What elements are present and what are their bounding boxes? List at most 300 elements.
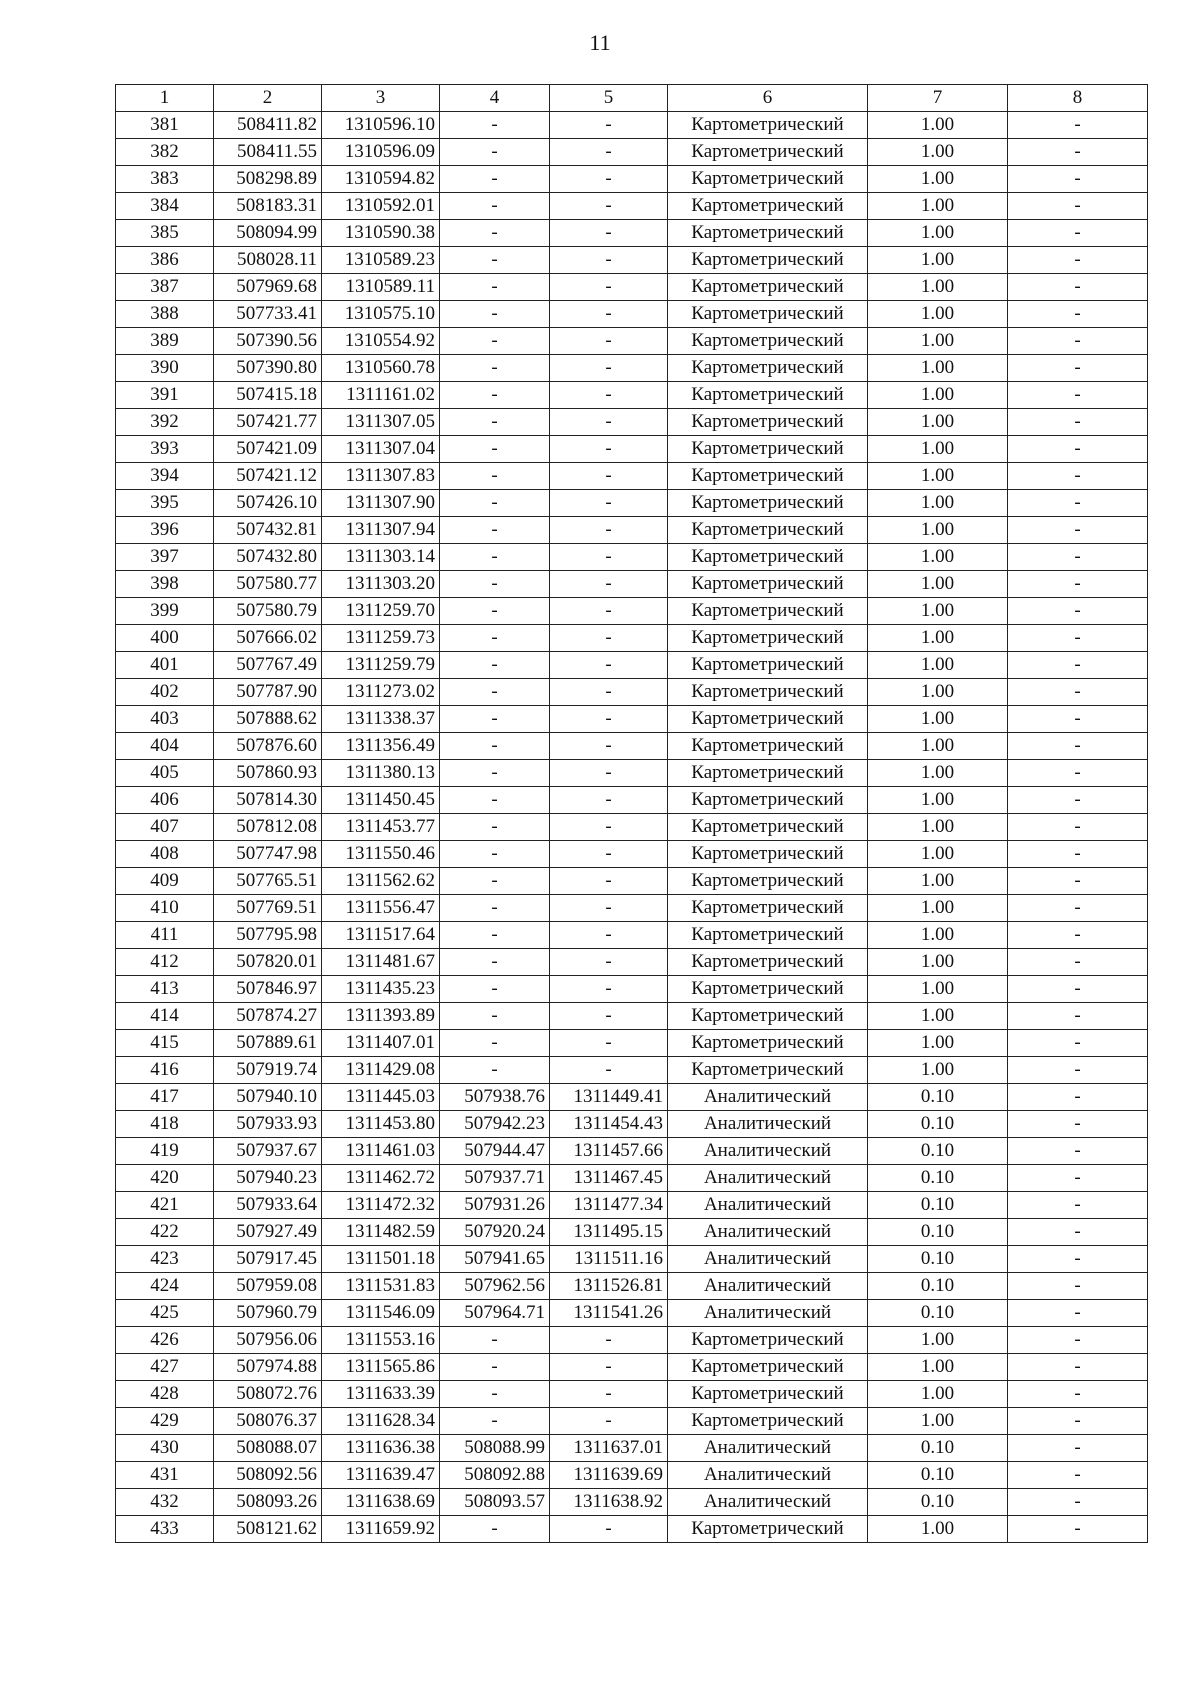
table-row — [116, 1111, 1148, 1138]
table-cell-col-3: 1311259.73 — [322, 625, 440, 652]
table-cell-col-3: 1311481.67 — [322, 949, 440, 976]
table-cell-col-5: - — [550, 1408, 668, 1435]
table-row — [116, 274, 1148, 301]
table-cell-col-5: 1311454.43 — [550, 1111, 668, 1138]
table-row — [116, 544, 1148, 571]
table-cell-col-1: 405 — [116, 760, 214, 787]
page-number: 11 — [589, 30, 611, 55]
table-cell-col-6: Картометрический — [668, 517, 868, 544]
table-cell-col-7: 1.00 — [868, 1381, 1008, 1408]
table-cell-col-4: - — [440, 436, 550, 463]
table-cell-col-1: 417 — [116, 1084, 214, 1111]
table-row — [116, 382, 1148, 409]
table-cell-col-5: - — [550, 949, 668, 976]
table-cell-col-4: - — [440, 976, 550, 1003]
table-row — [116, 679, 1148, 706]
table-cell-col-2: 507974.88 — [214, 1354, 322, 1381]
table-cell-col-2: 507969.68 — [214, 274, 322, 301]
table-row — [116, 598, 1148, 625]
table-cell-col-6: Картометрический — [668, 139, 868, 166]
table-cell-col-1: 423 — [116, 1246, 214, 1273]
table-cell-col-8: - — [1008, 436, 1148, 463]
table-cell-col-2: 507733.41 — [214, 301, 322, 328]
table-cell-col-6: Аналитический — [668, 1192, 868, 1219]
table-cell-col-4: - — [440, 463, 550, 490]
table-cell-col-4: - — [440, 571, 550, 598]
table-cell-col-8: - — [1008, 1408, 1148, 1435]
column-header-7: 7 — [868, 85, 1008, 112]
table-cell-col-2: 507432.80 — [214, 544, 322, 571]
table-cell-col-7: 0.10 — [868, 1219, 1008, 1246]
table-cell-col-8: - — [1008, 949, 1148, 976]
table-cell-col-3: 1311461.03 — [322, 1138, 440, 1165]
table-cell-col-3: 1311453.77 — [322, 814, 440, 841]
table-cell-col-1: 397 — [116, 544, 214, 571]
table-cell-col-3: 1311462.72 — [322, 1165, 440, 1192]
table-cell-col-7: 1.00 — [868, 328, 1008, 355]
table-cell-col-2: 507876.60 — [214, 733, 322, 760]
table-cell-col-7: 0.10 — [868, 1084, 1008, 1111]
table-cell-col-7: 1.00 — [868, 598, 1008, 625]
table-cell-col-3: 1311445.03 — [322, 1084, 440, 1111]
table-cell-col-3: 1310589.23 — [322, 247, 440, 274]
table-cell-col-8: - — [1008, 490, 1148, 517]
table-cell-col-7: 1.00 — [868, 112, 1008, 139]
table-row — [116, 139, 1148, 166]
table-cell-col-2: 508092.56 — [214, 1462, 322, 1489]
table-cell-col-1: 382 — [116, 139, 214, 166]
table-cell-col-2: 508411.55 — [214, 139, 322, 166]
table-row — [116, 220, 1148, 247]
table-cell-col-2: 507919.74 — [214, 1057, 322, 1084]
table-cell-col-3: 1311307.90 — [322, 490, 440, 517]
table-cell-col-7: 1.00 — [868, 949, 1008, 976]
table-cell-col-2: 507666.02 — [214, 625, 322, 652]
table-cell-col-7: 0.10 — [868, 1300, 1008, 1327]
table-cell-col-6: Картометрический — [668, 1354, 868, 1381]
table-cell-col-8: - — [1008, 706, 1148, 733]
table-cell-col-7: 0.10 — [868, 1462, 1008, 1489]
table-cell-col-3: 1311429.08 — [322, 1057, 440, 1084]
table-cell-col-8: - — [1008, 1111, 1148, 1138]
table-row — [116, 409, 1148, 436]
table-cell-col-7: 1.00 — [868, 706, 1008, 733]
table-row — [116, 517, 1148, 544]
table-cell-col-2: 507960.79 — [214, 1300, 322, 1327]
table-cell-col-4: - — [440, 922, 550, 949]
table-cell-col-6: Картометрический — [668, 814, 868, 841]
table-cell-col-2: 507580.77 — [214, 571, 322, 598]
table-cell-col-1: 425 — [116, 1300, 214, 1327]
table-cell-col-6: Картометрический — [668, 355, 868, 382]
table-row — [116, 760, 1148, 787]
table-row — [116, 490, 1148, 517]
table-cell-col-3: 1311303.20 — [322, 571, 440, 598]
table-cell-col-1: 408 — [116, 841, 214, 868]
table-row — [116, 1354, 1148, 1381]
table-cell-col-2: 507426.10 — [214, 490, 322, 517]
table-cell-col-5: - — [550, 679, 668, 706]
table-cell-col-1: 421 — [116, 1192, 214, 1219]
table-cell-col-5: - — [550, 1057, 668, 1084]
table-cell-col-7: 1.00 — [868, 787, 1008, 814]
table-cell-col-5: - — [550, 112, 668, 139]
table-cell-col-2: 507846.97 — [214, 976, 322, 1003]
table-cell-col-4: - — [440, 598, 550, 625]
table-cell-col-5: - — [550, 436, 668, 463]
table-cell-col-7: 1.00 — [868, 139, 1008, 166]
table-cell-col-7: 1.00 — [868, 382, 1008, 409]
table-cell-col-1: 418 — [116, 1111, 214, 1138]
table-cell-col-1: 409 — [116, 868, 214, 895]
table-cell-col-8: - — [1008, 1489, 1148, 1516]
table-row — [116, 1273, 1148, 1300]
table-cell-col-6: Картометрический — [668, 733, 868, 760]
table-cell-col-4: 508092.88 — [440, 1462, 550, 1489]
table-cell-col-1: 431 — [116, 1462, 214, 1489]
table-cell-col-5: - — [550, 139, 668, 166]
table-cell-col-1: 399 — [116, 598, 214, 625]
table-row — [116, 1300, 1148, 1327]
table-cell-col-5: - — [550, 1030, 668, 1057]
table-cell-col-3: 1311380.13 — [322, 760, 440, 787]
table-cell-col-3: 1311638.69 — [322, 1489, 440, 1516]
table-cell-col-7: 1.00 — [868, 409, 1008, 436]
table-cell-col-6: Картометрический — [668, 1516, 868, 1543]
table-cell-col-4: 508093.57 — [440, 1489, 550, 1516]
table-row — [116, 1408, 1148, 1435]
table-cell-col-1: 385 — [116, 220, 214, 247]
table-cell-col-4: 507944.47 — [440, 1138, 550, 1165]
table-cell-col-3: 1311161.02 — [322, 382, 440, 409]
table-cell-col-4: - — [440, 355, 550, 382]
table-cell-col-3: 1310589.11 — [322, 274, 440, 301]
table-cell-col-8: - — [1008, 733, 1148, 760]
table-cell-col-4: 507962.56 — [440, 1273, 550, 1300]
table-cell-col-6: Картометрический — [668, 625, 868, 652]
column-header-3: 3 — [322, 85, 440, 112]
table-cell-col-6: Картометрический — [668, 922, 868, 949]
table-cell-col-6: Картометрический — [668, 463, 868, 490]
coordinates-table — [115, 84, 1148, 1543]
table-row — [116, 1516, 1148, 1543]
table-cell-col-3: 1311393.89 — [322, 1003, 440, 1030]
table-cell-col-5: - — [550, 652, 668, 679]
table-cell-col-2: 508121.62 — [214, 1516, 322, 1543]
table-row — [116, 1381, 1148, 1408]
table-cell-col-2: 507889.61 — [214, 1030, 322, 1057]
table-cell-col-5: - — [550, 328, 668, 355]
table-cell-col-5: - — [550, 355, 668, 382]
table-cell-col-7: 1.00 — [868, 1354, 1008, 1381]
table-cell-col-6: Картометрический — [668, 490, 868, 517]
table-cell-col-4: - — [440, 868, 550, 895]
table-cell-col-6: Аналитический — [668, 1273, 868, 1300]
table-cell-col-2: 507795.98 — [214, 922, 322, 949]
table-cell-col-7: 1.00 — [868, 220, 1008, 247]
column-header-2: 2 — [214, 85, 322, 112]
table-cell-col-7: 1.00 — [868, 1030, 1008, 1057]
table-cell-col-5: - — [550, 1354, 668, 1381]
table-cell-col-6: Картометрический — [668, 409, 868, 436]
table-cell-col-5: - — [550, 166, 668, 193]
table-cell-col-8: - — [1008, 247, 1148, 274]
column-header-6: 6 — [668, 85, 868, 112]
table-cell-col-7: 1.00 — [868, 895, 1008, 922]
table-cell-col-3: 1311273.02 — [322, 679, 440, 706]
table-cell-col-1: 424 — [116, 1273, 214, 1300]
table-cell-col-5: - — [550, 463, 668, 490]
table-cell-col-4: - — [440, 490, 550, 517]
table-cell-col-1: 401 — [116, 652, 214, 679]
table-cell-col-6: Картометрический — [668, 652, 868, 679]
table-cell-col-8: - — [1008, 1219, 1148, 1246]
table-cell-col-5: - — [550, 544, 668, 571]
table-cell-col-3: 1310596.10 — [322, 112, 440, 139]
table-cell-col-2: 508028.11 — [214, 247, 322, 274]
table-cell-col-3: 1311556.47 — [322, 895, 440, 922]
table-cell-col-7: 1.00 — [868, 301, 1008, 328]
table-cell-col-1: 427 — [116, 1354, 214, 1381]
table-cell-col-1: 422 — [116, 1219, 214, 1246]
table-cell-col-8: - — [1008, 1273, 1148, 1300]
table-cell-col-7: 1.00 — [868, 571, 1008, 598]
table-cell-col-1: 386 — [116, 247, 214, 274]
table-cell-col-4: - — [440, 1003, 550, 1030]
table-cell-col-2: 507814.30 — [214, 787, 322, 814]
table-cell-col-7: 1.00 — [868, 760, 1008, 787]
table-cell-col-5: - — [550, 517, 668, 544]
table-cell-col-4: - — [440, 895, 550, 922]
table-cell-col-4: - — [440, 1381, 550, 1408]
table-row — [116, 1030, 1148, 1057]
table-cell-col-6: Аналитический — [668, 1084, 868, 1111]
table-cell-col-8: - — [1008, 868, 1148, 895]
table-row — [116, 301, 1148, 328]
table-cell-col-1: 384 — [116, 193, 214, 220]
table-cell-col-1: 390 — [116, 355, 214, 382]
table-body — [116, 112, 1148, 1543]
table-cell-col-8: - — [1008, 463, 1148, 490]
table-cell-col-5: - — [550, 895, 668, 922]
table-cell-col-2: 508076.37 — [214, 1408, 322, 1435]
table-cell-col-6: Картометрический — [668, 328, 868, 355]
table-cell-col-6: Картометрический — [668, 1003, 868, 1030]
table-cell-col-7: 1.00 — [868, 463, 1008, 490]
table-cell-col-3: 1311307.94 — [322, 517, 440, 544]
table-cell-col-8: - — [1008, 976, 1148, 1003]
table-cell-col-8: - — [1008, 220, 1148, 247]
table-cell-col-3: 1311550.46 — [322, 841, 440, 868]
table-cell-col-8: - — [1008, 166, 1148, 193]
table-cell-col-4: - — [440, 544, 550, 571]
table-cell-col-4: 507920.24 — [440, 1219, 550, 1246]
column-header-4: 4 — [440, 85, 550, 112]
table-cell-col-7: 1.00 — [868, 733, 1008, 760]
table-cell-col-8: - — [1008, 328, 1148, 355]
table-cell-col-1: 415 — [116, 1030, 214, 1057]
table-cell-col-2: 507421.12 — [214, 463, 322, 490]
table-cell-col-5: 1311467.45 — [550, 1165, 668, 1192]
table-cell-col-3: 1311565.86 — [322, 1354, 440, 1381]
column-header-1: 1 — [116, 85, 214, 112]
table-cell-col-2: 507888.62 — [214, 706, 322, 733]
table-cell-col-7: 1.00 — [868, 625, 1008, 652]
table-cell-col-6: Аналитический — [668, 1300, 868, 1327]
table-cell-col-5: - — [550, 706, 668, 733]
table-cell-col-8: - — [1008, 1057, 1148, 1084]
table-cell-col-2: 507860.93 — [214, 760, 322, 787]
table-cell-col-3: 1311531.83 — [322, 1273, 440, 1300]
table-cell-col-3: 1311307.05 — [322, 409, 440, 436]
column-header-8: 8 — [1008, 85, 1148, 112]
table-cell-col-7: 1.00 — [868, 544, 1008, 571]
table-cell-col-1: 400 — [116, 625, 214, 652]
table-cell-col-8: - — [1008, 274, 1148, 301]
table-cell-col-5: 1311637.01 — [550, 1435, 668, 1462]
table-cell-col-5: 1311457.66 — [550, 1138, 668, 1165]
table-cell-col-5: - — [550, 760, 668, 787]
table-cell-col-8: - — [1008, 571, 1148, 598]
table-cell-col-4: - — [440, 733, 550, 760]
table-cell-col-5: - — [550, 1003, 668, 1030]
table-cell-col-2: 507933.64 — [214, 1192, 322, 1219]
table-cell-col-1: 396 — [116, 517, 214, 544]
table-row — [116, 1489, 1148, 1516]
table-cell-col-8: - — [1008, 1084, 1148, 1111]
table-cell-col-8: - — [1008, 301, 1148, 328]
table-cell-col-7: 0.10 — [868, 1192, 1008, 1219]
table-cell-col-8: - — [1008, 1192, 1148, 1219]
table-cell-col-1: 433 — [116, 1516, 214, 1543]
table-cell-col-3: 1311546.09 — [322, 1300, 440, 1327]
table-cell-col-3: 1311639.47 — [322, 1462, 440, 1489]
table-cell-col-8: - — [1008, 1138, 1148, 1165]
table-cell-col-4: - — [440, 706, 550, 733]
table-row — [116, 733, 1148, 760]
table-cell-col-2: 507940.10 — [214, 1084, 322, 1111]
table-cell-col-7: 1.00 — [868, 652, 1008, 679]
table-cell-col-6: Аналитический — [668, 1489, 868, 1516]
table-cell-col-2: 508072.76 — [214, 1381, 322, 1408]
table-cell-col-7: 0.10 — [868, 1489, 1008, 1516]
table-row — [116, 1462, 1148, 1489]
table-cell-col-2: 507580.79 — [214, 598, 322, 625]
table-row — [116, 1084, 1148, 1111]
table-cell-col-3: 1311501.18 — [322, 1246, 440, 1273]
table-cell-col-4: - — [440, 652, 550, 679]
table-row — [116, 949, 1148, 976]
table-cell-col-1: 413 — [116, 976, 214, 1003]
table-row — [116, 652, 1148, 679]
table-row — [116, 1192, 1148, 1219]
table-cell-col-6: Картометрический — [668, 949, 868, 976]
table-cell-col-2: 508411.82 — [214, 112, 322, 139]
table-cell-col-5: - — [550, 787, 668, 814]
table-row — [116, 1327, 1148, 1354]
table-row — [116, 841, 1148, 868]
table-cell-col-5: - — [550, 382, 668, 409]
table-cell-col-4: - — [440, 166, 550, 193]
table-cell-col-3: 1311259.79 — [322, 652, 440, 679]
table-cell-col-1: 432 — [116, 1489, 214, 1516]
table-cell-col-6: Картометрический — [668, 247, 868, 274]
table-cell-col-6: Картометрический — [668, 544, 868, 571]
table-cell-col-7: 0.10 — [868, 1246, 1008, 1273]
table-cell-col-1: 410 — [116, 895, 214, 922]
table-cell-col-4: - — [440, 814, 550, 841]
table-cell-col-8: - — [1008, 1381, 1148, 1408]
table-row — [116, 706, 1148, 733]
table-cell-col-7: 1.00 — [868, 1057, 1008, 1084]
table-cell-col-7: 1.00 — [868, 868, 1008, 895]
table-cell-col-4: - — [440, 760, 550, 787]
table-cell-col-4: - — [440, 409, 550, 436]
table-row — [116, 1165, 1148, 1192]
table-cell-col-1: 402 — [116, 679, 214, 706]
table-cell-col-5: - — [550, 922, 668, 949]
table-cell-col-5: - — [550, 868, 668, 895]
table-cell-col-5: - — [550, 247, 668, 274]
table-cell-col-2: 507956.06 — [214, 1327, 322, 1354]
table-cell-col-6: Картометрический — [668, 1057, 868, 1084]
table-cell-col-3: 1311517.64 — [322, 922, 440, 949]
table-cell-col-7: 1.00 — [868, 490, 1008, 517]
table-cell-col-2: 507787.90 — [214, 679, 322, 706]
table-row — [116, 1138, 1148, 1165]
table-cell-col-3: 1311472.32 — [322, 1192, 440, 1219]
table-cell-col-2: 507874.27 — [214, 1003, 322, 1030]
table-cell-col-2: 508088.07 — [214, 1435, 322, 1462]
column-header-5: 5 — [550, 85, 668, 112]
table-cell-col-3: 1311453.80 — [322, 1111, 440, 1138]
table-cell-col-4: - — [440, 220, 550, 247]
table-cell-col-7: 1.00 — [868, 1327, 1008, 1354]
table-cell-col-7: 1.00 — [868, 1003, 1008, 1030]
table-cell-col-2: 507933.93 — [214, 1111, 322, 1138]
table-cell-col-2: 507747.98 — [214, 841, 322, 868]
table-cell-col-1: 391 — [116, 382, 214, 409]
table-cell-col-5: - — [550, 1381, 668, 1408]
table-cell-col-2: 507415.18 — [214, 382, 322, 409]
table-cell-col-7: 1.00 — [868, 193, 1008, 220]
table-cell-col-4: - — [440, 679, 550, 706]
table-cell-col-6: Картометрический — [668, 976, 868, 1003]
table-cell-col-6: Аналитический — [668, 1246, 868, 1273]
table-cell-col-5: - — [550, 625, 668, 652]
table-cell-col-7: 1.00 — [868, 355, 1008, 382]
table-cell-col-3: 1311562.62 — [322, 868, 440, 895]
table-cell-col-5: - — [550, 274, 668, 301]
table-cell-col-1: 383 — [116, 166, 214, 193]
table-cell-col-3: 1310575.10 — [322, 301, 440, 328]
table-cell-col-5: 1311449.41 — [550, 1084, 668, 1111]
table-cell-col-8: - — [1008, 1003, 1148, 1030]
table-cell-col-5: - — [550, 841, 668, 868]
table-cell-col-8: - — [1008, 1354, 1148, 1381]
table-row — [116, 112, 1148, 139]
table-row — [116, 1246, 1148, 1273]
table-cell-col-2: 507769.51 — [214, 895, 322, 922]
table-cell-col-1: 394 — [116, 463, 214, 490]
table-cell-col-8: - — [1008, 139, 1148, 166]
table-cell-col-5: 1311541.26 — [550, 1300, 668, 1327]
table-cell-col-4: 508088.99 — [440, 1435, 550, 1462]
table-cell-col-5: - — [550, 1327, 668, 1354]
table-cell-col-5: 1311638.92 — [550, 1489, 668, 1516]
table-cell-col-7: 1.00 — [868, 247, 1008, 274]
table-cell-col-1: 403 — [116, 706, 214, 733]
